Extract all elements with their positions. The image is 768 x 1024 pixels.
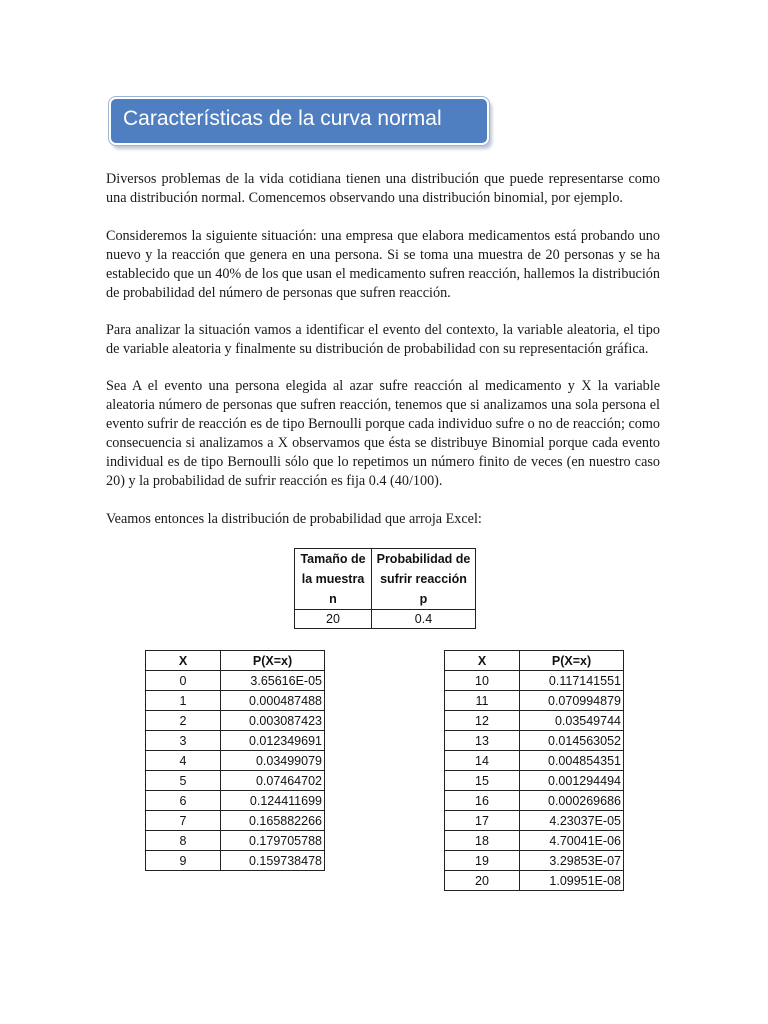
cell-probability: 4.23037E-05 xyxy=(520,811,624,831)
header-sample-size xyxy=(295,549,372,610)
table-row xyxy=(146,691,325,711)
cell-probability: 0.165882266 xyxy=(221,811,325,831)
cell-x: 1 xyxy=(146,691,221,711)
distribution-table-right xyxy=(444,650,624,891)
cell-x: 2 xyxy=(146,711,221,731)
cell-x: 5 xyxy=(146,771,221,791)
cell-probability: 0.012349691 xyxy=(221,731,325,751)
cell-probability: 0.124411699 xyxy=(221,791,325,811)
cell-x: 4 xyxy=(146,751,221,771)
cell-x: 17 xyxy=(445,811,520,831)
cell-probability: 0.07464702 xyxy=(221,771,325,791)
table-row xyxy=(146,751,325,771)
cell-x: 11 xyxy=(445,691,520,711)
header-sample-size-line1: Tamaño de xyxy=(300,552,366,566)
table-row xyxy=(445,671,624,691)
cell-x: 13 xyxy=(445,731,520,751)
cell-x: 19 xyxy=(445,851,520,871)
cell-probability: 0.014563052 xyxy=(520,731,624,751)
cell-x: 20 xyxy=(445,871,520,891)
title-banner xyxy=(109,97,489,145)
cell-x: 3 xyxy=(146,731,221,751)
paragraph-excel: Veamos entonces la distribución de probabilidad que arroja Excel: xyxy=(106,511,482,527)
table-row xyxy=(445,851,624,871)
distribution-table-left xyxy=(145,650,325,871)
cell-x: 14 xyxy=(445,751,520,771)
header-probability-line1: Probabilidad de xyxy=(376,552,471,566)
paragraph-situation: Consideremos la siguiente situación: una empresa que elabora medicamentos está probando uno nuevo y la reacción que genera en una persona. Si se toma una muestra de 20 personas y se ha establecido que un 40% de los que usan el medicamento sufren reacción, hallemos la distribución de probabilidad del número de personas que sufren reacción. xyxy=(106,228,660,301)
header-sample-size-line2: la muestra n xyxy=(301,572,365,606)
parameters-value-row xyxy=(295,610,476,629)
cell-probability: 4.70041E-06 xyxy=(520,831,624,851)
table-row xyxy=(445,691,624,711)
cell-x: 0 xyxy=(146,671,221,691)
page-title: Características de la curva normal xyxy=(123,107,442,130)
table-row xyxy=(146,851,325,871)
cell-probability: 0.003087423 xyxy=(221,711,325,731)
header-probability xyxy=(372,549,476,610)
table-row xyxy=(445,771,624,791)
value-sample-size: 20 xyxy=(295,610,372,629)
table-row xyxy=(445,831,624,851)
paragraph-definition: Sea A el evento una persona elegida al azar sufre reacción al medicamento y X la variable aleatoria número de personas que sufren reacción, tenemos que si analizamos una sola persona el evento sufrir de reacción es de tipo Bernoulli porque cada individuo sufre o no de reacción; como consecuencia si analizamos a X observamos que ésta se distribuye Binomial porque cada evento individual es de tipo Bernoulli sólo que lo repetimos un número finito de veces (en nuestro caso 20) y la probabilidad de sufrir reacción es fija 0.4 (40/100). xyxy=(106,378,660,489)
table-row xyxy=(146,671,325,691)
cell-probability: 3.29853E-07 xyxy=(520,851,624,871)
column-header-x: X xyxy=(445,651,520,671)
cell-probability: 0.179705788 xyxy=(221,831,325,851)
cell-x: 18 xyxy=(445,831,520,851)
parameters-table xyxy=(294,548,476,629)
table-row xyxy=(445,711,624,731)
table-row xyxy=(445,731,624,751)
paragraph-intro: Diversos problemas de la vida cotidiana tienen una distribución que puede representarse como una distribución normal. Comencemos observando una distribución binomial, por ejemplo. xyxy=(106,171,660,206)
cell-probability: 0.070994879 xyxy=(520,691,624,711)
value-probability: 0.4 xyxy=(372,610,476,629)
cell-x: 15 xyxy=(445,771,520,791)
cell-x: 8 xyxy=(146,831,221,851)
cell-x: 7 xyxy=(146,811,221,831)
cell-x: 10 xyxy=(445,671,520,691)
table-row xyxy=(146,731,325,751)
cell-probability: 0.000487488 xyxy=(221,691,325,711)
table-header-row xyxy=(445,651,624,671)
table-row xyxy=(445,871,624,891)
cell-probability: 3.65616E-05 xyxy=(221,671,325,691)
header-probability-line2: sufrir reacción xyxy=(380,572,467,586)
cell-probability: 0.000269686 xyxy=(520,791,624,811)
cell-x: 6 xyxy=(146,791,221,811)
cell-probability: 0.001294494 xyxy=(520,771,624,791)
table-row xyxy=(445,751,624,771)
table-row xyxy=(146,791,325,811)
cell-probability: 1.09951E-08 xyxy=(520,871,624,891)
table-row xyxy=(146,771,325,791)
cell-probability: 0.117141551 xyxy=(520,671,624,691)
paragraph-analysis: Para analizar la situación vamos a identificar el evento del contexto, la variable aleatoria, el tipo de variable aleatoria y finalmente su distribución de probabilidad con su representación gráfica. xyxy=(106,322,660,357)
table-row xyxy=(146,811,325,831)
cell-probability: 0.03499079 xyxy=(221,751,325,771)
cell-probability: 0.004854351 xyxy=(520,751,624,771)
table-row xyxy=(445,811,624,831)
column-header-probability: P(X=x) xyxy=(221,651,325,671)
table-header-row xyxy=(146,651,325,671)
cell-x: 16 xyxy=(445,791,520,811)
header-probability-line3: p xyxy=(419,592,428,606)
parameters-header-row xyxy=(295,549,476,610)
column-header-x: X xyxy=(146,651,221,671)
table-row xyxy=(146,831,325,851)
cell-x: 12 xyxy=(445,711,520,731)
cell-x: 9 xyxy=(146,851,221,871)
column-header-probability: P(X=x) xyxy=(520,651,624,671)
table-row xyxy=(445,791,624,811)
table-row xyxy=(146,711,325,731)
cell-probability: 0.159738478 xyxy=(221,851,325,871)
cell-probability: 0.03549744 xyxy=(520,711,624,731)
